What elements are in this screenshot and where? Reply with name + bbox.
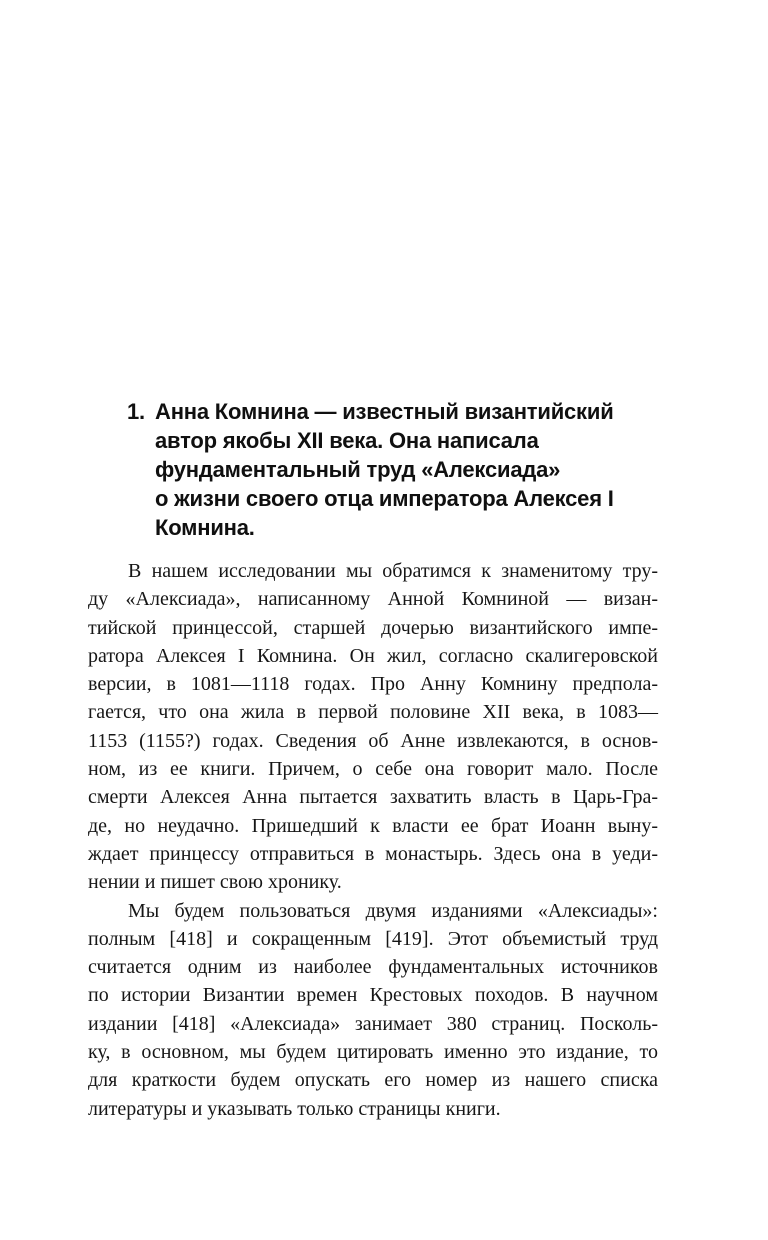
heading-line: автор якобы XII века. Она написала	[155, 428, 539, 453]
body-line: нении и пишет свою хронику.	[88, 871, 342, 894]
body-line: полным [418] и сокращенным [419]. Этот объемистый труд	[88, 927, 658, 950]
body-line: считается одним из наиболее фундаментальных источников	[88, 956, 658, 979]
body-line: В нашем исследовании мы обратимся к знаменитому тру-	[128, 560, 658, 582]
body-line: ждает принцессу отправиться в монастырь. Здесь она в уеди-	[88, 842, 658, 865]
body-line: для краткости будем опускать его номер из нашего списка	[88, 1069, 658, 1092]
body-line: ку, в основном, мы будем цитировать именно это издание, то	[88, 1041, 658, 1064]
section-heading-lines	[155, 397, 672, 542]
body-line: смерти Алексея Анна пытается захватить власть в Царь-Гра-	[88, 786, 658, 809]
body-line: по истории Византии времен Крестовых походов. В научном	[88, 984, 658, 1007]
heading-line: фундаментальный труд «Алексиада»	[155, 457, 561, 482]
body-line: де, но неудачно. Пришедший к власти ее брат Иоанн выну-	[88, 814, 658, 837]
body-line: литературы и указывать только страницы книги.	[88, 1097, 501, 1120]
section-number: 1.	[127, 399, 145, 424]
body-line: издании [418] «Алексиада» занимает 380 страниц. Посколь-	[88, 1012, 658, 1035]
body-line: гается, что она жила в первой половине XII века, в 1083—	[88, 701, 658, 724]
body-line: ратора Алексея I Комнина. Он жил, согласно скалигеровской	[88, 644, 658, 667]
body-line: Мы будем пользоваться двумя изданиями «Алексиады»:	[128, 899, 658, 922]
heading-line: Комнина.	[155, 515, 255, 540]
body-line: тийской принцессой, старшей дочерью византийского импе-	[88, 616, 658, 639]
body-line: ном, из ее книги. Причем, о себе она говорит мало. После	[88, 758, 658, 781]
heading-line: Анна Комнина — известный византийский	[155, 399, 614, 424]
body-paragraphs	[88, 557, 658, 1123]
body-line: ду «Алексиада», написанному Анной Комниной — визан-	[88, 588, 658, 611]
body-line: версии, в 1081—1118 годах. Про Анну Комнину предпола-	[88, 673, 658, 696]
section-heading	[127, 397, 672, 542]
heading-line: о жизни своего отца императора Алексея I	[155, 486, 614, 511]
body-line: 1153 (1155?) годах. Сведения об Анне извлекаются, в основ-	[88, 729, 658, 752]
